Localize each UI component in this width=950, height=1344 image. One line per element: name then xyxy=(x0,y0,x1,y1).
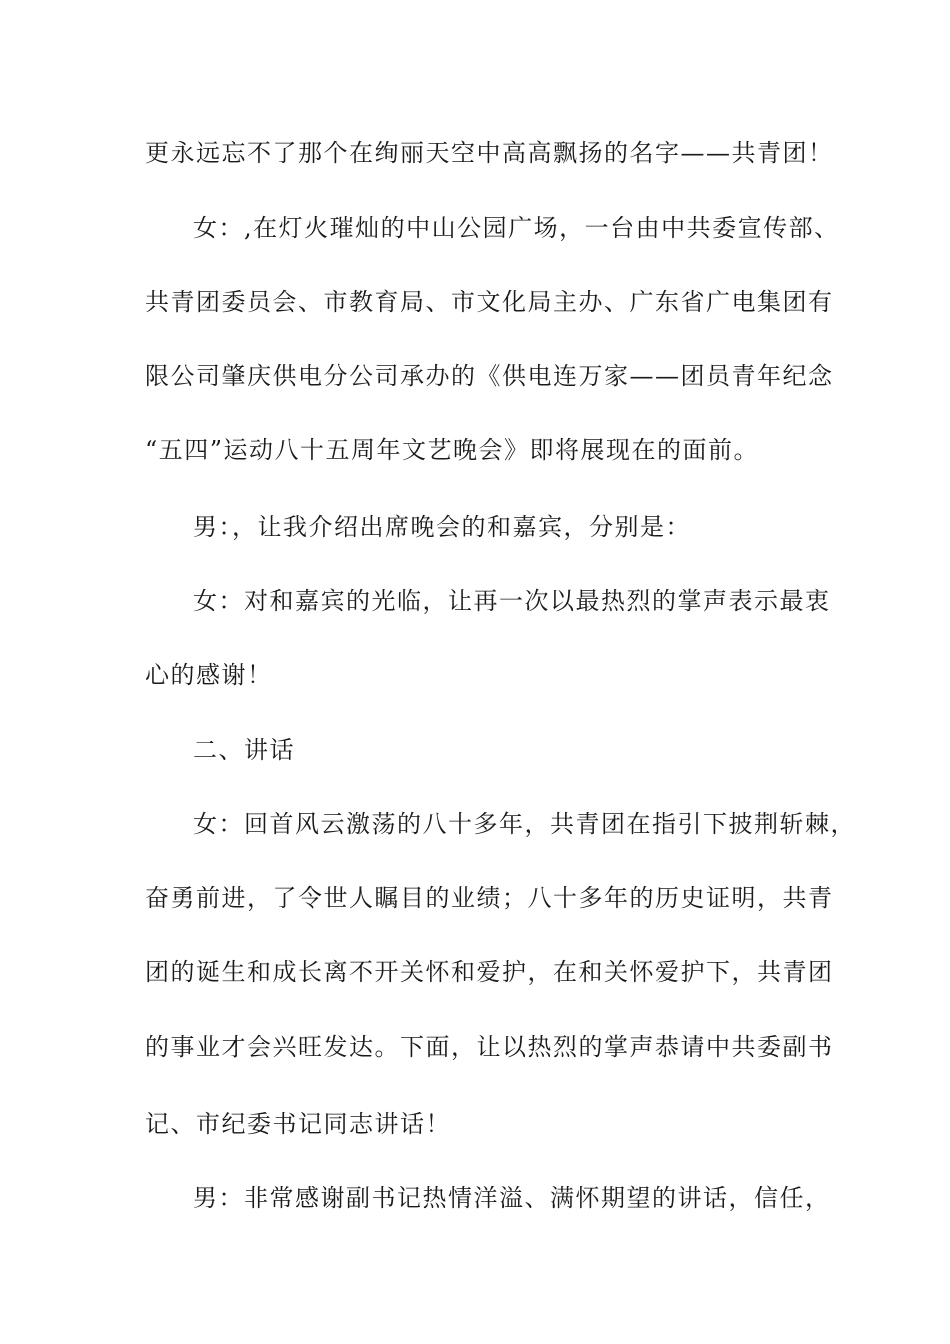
section-heading: 二、讲话 xyxy=(193,736,295,764)
text-line: 男：非常感谢副书记热情洋溢、满怀期望的讲话，信任， xyxy=(193,1184,831,1212)
text-line: 的事业才会兴旺发达。下面，让以热烈的掌声恭请中共委副书 xyxy=(145,1033,834,1061)
text-line: 女：回首风云激荡的八十多年，共青团在指引下披荆斩棘， xyxy=(193,810,856,838)
text-line: 奋勇前进，了令世人瞩目的业绩；八十多年的历史证明，共青 xyxy=(145,884,834,912)
text-line: 男：，让我介绍出席晚会的和嘉宾，分别是： xyxy=(193,513,691,541)
text-line: 女：对和嘉宾的光临，让再一次以最热烈的掌声表示最衷 xyxy=(193,587,831,615)
text-line: 团的诞生和成长离不开关怀和爱护，在和关怀爱护下，共青团 xyxy=(145,958,834,986)
text-line: “五四”运动八十五周年文艺晚会》即将展现在的面前。 xyxy=(145,436,760,464)
text-line: 记、市纪委书记同志讲话！ xyxy=(145,1110,451,1138)
text-line: 心的感谢！ xyxy=(145,661,273,689)
text-line: 限公司肇庆供电分公司承办的《供电连万家——团员青年纪念 xyxy=(145,362,834,390)
text-line: 共青团委员会、市教育局、市文化局主办、广东省广电集团有 xyxy=(145,288,834,316)
text-line: 更永远忘不了那个在绚丽天空中高高飘扬的名字——共青团！ xyxy=(145,139,834,167)
text-line: 女：,在灯火璀灿的中山公园广场，一台由中共委宣传部、 xyxy=(193,214,840,242)
